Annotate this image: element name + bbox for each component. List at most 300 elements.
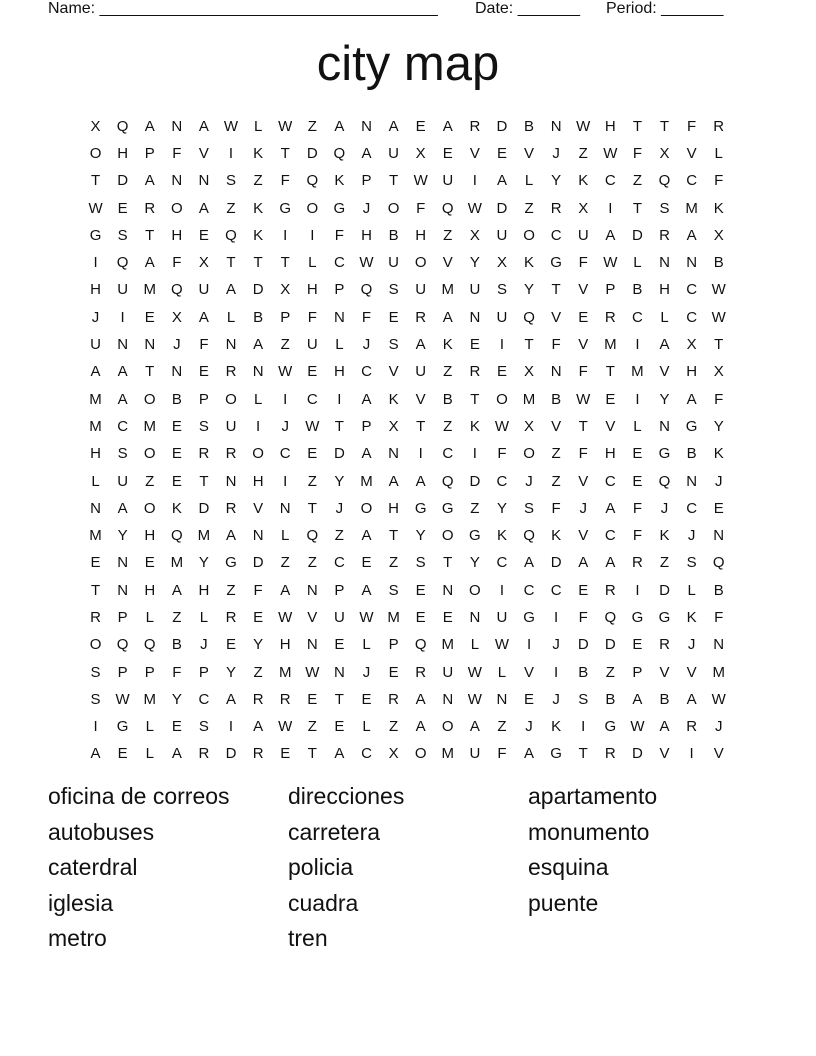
grid-letter: Q <box>116 636 129 654</box>
grid-letter: D <box>198 499 210 517</box>
grid-letter: G <box>116 718 129 736</box>
grid-letter: J <box>552 144 560 162</box>
grid-letter: N <box>713 636 725 654</box>
grid-letter: Z <box>605 663 615 681</box>
grid-letter: H <box>388 499 399 517</box>
grid-letter: I <box>635 336 640 354</box>
grid-letter: N <box>225 336 237 354</box>
grid-letter: O <box>523 226 535 244</box>
grid-letter: T <box>470 390 480 408</box>
grid-letter: A <box>524 554 535 572</box>
grid-letter: C <box>686 308 698 326</box>
grid-letter: E <box>334 718 345 736</box>
grid-letter: S <box>388 581 399 599</box>
grid-letter: K <box>551 718 562 736</box>
grid-letter: Z <box>470 499 480 517</box>
grid-letter: U <box>388 254 399 272</box>
grid-letter: W <box>494 636 510 654</box>
grid-letter: K <box>334 172 345 190</box>
grid-letter: X <box>388 417 399 435</box>
grid-letter: J <box>525 718 533 736</box>
grid-letter: O <box>360 499 373 517</box>
grid-letter: K <box>551 527 562 545</box>
grid-letter: M <box>604 336 617 354</box>
grid-letter: A <box>578 554 589 572</box>
word-bank-item: direcciones <box>288 783 405 809</box>
grid-letter: D <box>306 144 318 162</box>
grid-letter: J <box>687 527 696 545</box>
grid-letter: N <box>225 472 237 490</box>
grid-letter: J <box>687 636 696 654</box>
grid-letter: C <box>686 172 698 190</box>
grid-letter: S <box>524 499 535 517</box>
grid-letter: A <box>361 527 372 545</box>
grid-letter: A <box>361 445 372 463</box>
grid-row <box>82 714 734 741</box>
grid-letter: V <box>659 663 670 681</box>
grid-letter: B <box>713 581 724 599</box>
grid-letter: I <box>526 636 532 654</box>
grid-letter: E <box>415 581 426 599</box>
grid-letter: G <box>441 499 454 517</box>
grid-letter: G <box>658 445 671 463</box>
grid-letter: E <box>307 445 318 463</box>
grid-letter: O <box>143 445 156 463</box>
word-bank-item: monumento <box>528 818 650 845</box>
grid-letter: T <box>578 745 588 763</box>
grid-letter: A <box>415 336 426 354</box>
grid-letter: A <box>117 499 128 517</box>
grid-letter: H <box>306 281 318 299</box>
grid-letter: W <box>467 199 482 217</box>
grid-letter: E <box>469 336 480 354</box>
grid-letter: G <box>550 745 562 763</box>
grid-letter: Z <box>388 554 399 572</box>
grid-letter: W <box>278 117 293 135</box>
grid-letter: G <box>333 199 346 217</box>
grid-letter: F <box>497 745 507 763</box>
grid-letter: B <box>388 226 399 244</box>
grid-letter: D <box>252 281 264 299</box>
grid-letter: H <box>604 445 616 463</box>
grid-letter: A <box>442 117 453 135</box>
grid-letter: I <box>472 172 477 190</box>
grid-letter: U <box>469 281 481 299</box>
grid-letter: M <box>360 472 373 490</box>
grid-letter: E <box>280 745 291 763</box>
grid-letter: E <box>334 636 345 654</box>
grid-letter: E <box>524 690 535 708</box>
grid-letter: I <box>635 390 640 408</box>
grid-letter: F <box>632 144 642 162</box>
grid-letter: R <box>659 226 670 244</box>
grid-letter: S <box>117 445 128 463</box>
grid-letter: N <box>361 117 372 135</box>
grid-letter: N <box>686 254 698 272</box>
word-bank-item: autobuses <box>48 818 155 845</box>
grid-letter: A <box>280 581 291 599</box>
grid-letter: O <box>414 745 427 763</box>
grid-letter: I <box>554 663 559 681</box>
grid-letter: N <box>144 336 156 354</box>
grid-letter: U <box>415 363 427 381</box>
grid-letter: U <box>442 663 454 681</box>
grid-letter: A <box>144 254 155 272</box>
grid-letter: A <box>415 472 426 490</box>
grid-letter: P <box>605 281 616 299</box>
grid-letter: N <box>659 254 670 272</box>
grid-letter: A <box>361 144 372 162</box>
grid-letter: C <box>442 445 454 463</box>
grid-letter: N <box>686 472 698 490</box>
grid-letter: A <box>226 281 237 299</box>
grid-letter: V <box>659 363 670 381</box>
grid-letter: R <box>659 636 670 654</box>
grid-letter: F <box>714 608 724 626</box>
grid-letter: A <box>253 718 264 736</box>
grid-letter: E <box>713 499 724 517</box>
grid-letter: D <box>117 172 129 190</box>
grid-letter: B <box>713 254 724 272</box>
grid-letter: T <box>632 199 642 217</box>
grid-letter: P <box>198 663 209 681</box>
grid-letter: P <box>144 663 155 681</box>
grid-letter: F <box>199 336 209 354</box>
grid-letter: B <box>442 390 453 408</box>
grid-letter: A <box>469 718 480 736</box>
grid-letter: R <box>144 199 156 217</box>
grid-letter: X <box>415 144 426 162</box>
grid-letter: I <box>608 199 613 217</box>
grid-letter: Q <box>170 527 183 545</box>
grid-letter: M <box>278 663 292 681</box>
grid-letter: R <box>469 117 481 135</box>
grid-letter: Q <box>441 199 454 217</box>
grid-letter: G <box>604 718 617 736</box>
grid-letter: U <box>496 226 508 244</box>
grid-row <box>82 659 734 686</box>
grid-letter: I <box>689 745 694 763</box>
grid-letter: Q <box>306 527 319 545</box>
grid-letter: E <box>415 117 426 135</box>
grid-letter: N <box>496 690 508 708</box>
grid-row <box>82 413 734 440</box>
grid-letter: X <box>524 417 535 435</box>
grid-letter: Z <box>280 336 290 354</box>
grid-letter: E <box>144 308 155 326</box>
grid-letter: D <box>604 636 616 654</box>
grid-letter: Q <box>116 254 129 272</box>
grid-letter: N <box>252 363 264 381</box>
grid-letter: C <box>550 226 562 244</box>
grid-letter: A <box>117 390 128 408</box>
grid-letter: N <box>713 527 725 545</box>
grid-letter: O <box>306 199 319 217</box>
grid-letter: E <box>632 445 643 463</box>
grid-letter: F <box>172 144 182 162</box>
grid-letter: E <box>307 690 318 708</box>
grid-letter: A <box>442 308 453 326</box>
grid-letter: C <box>496 472 508 490</box>
grid-letter: K <box>713 199 724 217</box>
grid-letter: A <box>253 336 264 354</box>
grid-letter: V <box>442 254 453 272</box>
grid-letter: J <box>714 472 723 490</box>
grid-letter: U <box>333 608 345 626</box>
grid-letter: M <box>170 554 184 572</box>
grid-letter: L <box>470 636 480 654</box>
grid-letter: T <box>145 226 155 244</box>
grid-letter: B <box>253 308 264 326</box>
grid-letter: C <box>198 690 210 708</box>
grid-letter: J <box>552 690 560 708</box>
grid-letter: J <box>660 499 669 517</box>
grid-letter: K <box>469 417 480 435</box>
grid-row <box>82 741 734 768</box>
grid-letter: L <box>253 117 263 135</box>
grid-letter: B <box>659 690 670 708</box>
grid-row <box>82 441 734 468</box>
grid-letter: F <box>578 608 588 626</box>
grid-letter: E <box>388 663 399 681</box>
grid-letter: E <box>171 417 182 435</box>
grid-letter: A <box>496 172 507 190</box>
word-bank-item: puente <box>528 889 599 916</box>
grid-letter: E <box>632 636 643 654</box>
grid-letter: P <box>361 417 372 435</box>
grid-letter: M <box>387 608 400 626</box>
grid-letter: A <box>90 745 101 763</box>
grid-letter: R <box>632 554 643 572</box>
grid-letter: I <box>120 308 125 326</box>
grid-letter: F <box>714 390 724 408</box>
grid-letter: T <box>280 144 290 162</box>
grid-letter: G <box>469 527 481 545</box>
grid-letter: L <box>660 308 669 326</box>
grid-letter: R <box>713 117 725 135</box>
grid-letter: A <box>226 527 237 545</box>
grid-letter: K <box>253 226 264 244</box>
word-bank-item: caterdral <box>48 854 138 880</box>
grid-letter: E <box>171 472 182 490</box>
grid-letter: G <box>631 608 644 626</box>
grid-letter: Z <box>226 581 236 599</box>
grid-letter: M <box>143 417 156 435</box>
grid-letter: I <box>228 144 234 162</box>
grid-letter: P <box>117 663 128 681</box>
grid-letter: Q <box>333 144 346 162</box>
grid-letter: P <box>361 172 372 190</box>
grid-letter: S <box>198 718 209 736</box>
grid-letter: A <box>144 172 155 190</box>
grid-letter: A <box>605 499 616 517</box>
grid-letter: E <box>198 363 209 381</box>
grid-letter: K <box>388 390 399 408</box>
grid-letter: A <box>415 690 426 708</box>
grid-letter: F <box>578 254 588 272</box>
grid-letter: K <box>659 527 670 545</box>
grid-letter: X <box>469 226 480 244</box>
grid-letter: Z <box>443 363 453 381</box>
grid-letter: K <box>171 499 182 517</box>
word-bank-item: metro <box>48 925 107 951</box>
grid-letter: F <box>578 445 588 463</box>
grid-row <box>82 522 734 549</box>
grid-letter: R <box>604 745 616 763</box>
grid-letter: O <box>441 718 454 736</box>
grid-letter: Z <box>172 608 182 626</box>
grid-letter: D <box>577 636 589 654</box>
grid-letter: C <box>361 745 372 763</box>
grid-letter: N <box>279 499 291 517</box>
grid-letter: F <box>253 581 263 599</box>
grid-letter: W <box>305 663 320 681</box>
grid-letter: W <box>278 718 293 736</box>
grid-letter: B <box>686 445 697 463</box>
grid-letter: Z <box>524 199 534 217</box>
word-bank-item: apartamento <box>528 783 658 809</box>
grid-letter: Y <box>469 254 480 272</box>
grid-letter: U <box>117 281 129 299</box>
grid-letter: F <box>578 363 588 381</box>
grid-letter: Y <box>198 554 209 572</box>
word-bank-item: esquina <box>528 854 609 880</box>
grid-letter: R <box>225 363 237 381</box>
grid-letter: L <box>687 581 696 599</box>
grid-letter: K <box>496 527 507 545</box>
grid-letter: W <box>223 117 239 135</box>
grid-letter: J <box>200 636 208 654</box>
grid-letter: N <box>306 636 318 654</box>
grid-letter: I <box>635 581 640 599</box>
grid-letter: A <box>361 581 372 599</box>
grid-letter: U <box>388 144 399 162</box>
word-bank-item: carretera <box>288 818 381 845</box>
grid-letter: V <box>551 308 562 326</box>
grid-row <box>82 577 734 604</box>
grid-letter: I <box>283 472 288 490</box>
grid-letter: A <box>334 745 345 763</box>
grid-letter: N <box>469 608 481 626</box>
grid-letter: F <box>172 254 182 272</box>
grid-letter: N <box>333 308 345 326</box>
grid-letter: X <box>496 254 507 272</box>
grid-letter: U <box>90 336 101 354</box>
grid-letter: N <box>550 117 562 135</box>
grid-letter: V <box>551 417 562 435</box>
grid-letter: E <box>117 199 128 217</box>
grid-letter: L <box>362 718 371 736</box>
grid-letter: N <box>117 581 129 599</box>
grid-letter: N <box>90 499 101 517</box>
grid-letter: C <box>686 281 698 299</box>
grid-row <box>82 468 734 495</box>
grid-letter: X <box>659 144 670 162</box>
grid-letter: W <box>494 417 510 435</box>
grid-letter: A <box>524 745 535 763</box>
grid-letter: C <box>632 308 643 326</box>
grid-letter: J <box>362 199 371 217</box>
grid-letter: D <box>659 581 670 599</box>
grid-letter: Y <box>171 690 182 708</box>
grid-letter: F <box>334 226 344 244</box>
grid-letter: N <box>171 117 183 135</box>
grid-letter: V <box>253 499 264 517</box>
grid-letter: Q <box>116 117 129 135</box>
grid-letter: I <box>93 254 98 272</box>
grid-letter: U <box>198 281 210 299</box>
grid-letter: Q <box>523 308 535 326</box>
grid-letter: N <box>469 308 481 326</box>
grid-letter: C <box>279 445 291 463</box>
grid-letter: T <box>253 254 263 272</box>
grid-letter: I <box>499 336 505 354</box>
word-bank <box>48 780 768 958</box>
grid-letter: T <box>605 363 615 381</box>
grid-row <box>82 386 734 413</box>
grid-letter: M <box>89 390 102 408</box>
grid-letter: H <box>659 281 670 299</box>
grid-letter: V <box>524 144 535 162</box>
grid-letter: P <box>388 636 399 654</box>
grid-letter: E <box>361 690 372 708</box>
grid-letter: B <box>171 390 182 408</box>
grid-letter: U <box>442 172 454 190</box>
grid-letter: J <box>173 336 181 354</box>
grid-letter: N <box>198 172 210 190</box>
grid-letter: Z <box>388 718 399 736</box>
grid-letter: W <box>278 363 293 381</box>
grid-letter: E <box>388 308 399 326</box>
grid-letter: F <box>551 336 561 354</box>
grid-letter: I <box>554 608 559 626</box>
grid-letter: Z <box>632 172 642 190</box>
grid-letter: T <box>226 254 236 272</box>
grid-letter: W <box>603 254 618 272</box>
grid-letter: H <box>144 581 156 599</box>
grid-letter: I <box>310 226 315 244</box>
grid-letter: N <box>442 690 454 708</box>
grid-letter: N <box>171 363 183 381</box>
grid-letter: C <box>333 254 345 272</box>
grid-letter: N <box>117 336 129 354</box>
grid-letter: L <box>497 663 507 681</box>
grid-row <box>82 495 734 522</box>
grid-letter: B <box>632 281 643 299</box>
grid-letter: S <box>226 172 237 190</box>
grid-letter: X <box>686 336 697 354</box>
grid-letter: T <box>90 581 101 599</box>
grid-letter: A <box>90 363 101 381</box>
grid-letter: Q <box>712 554 725 572</box>
grid-letter: C <box>686 499 698 517</box>
grid-letter: N <box>550 363 562 381</box>
grid-letter: S <box>659 199 670 217</box>
grid-letter: L <box>362 636 371 654</box>
grid-letter: S <box>415 554 426 572</box>
grid-letter: L <box>335 336 344 354</box>
grid-letter: Z <box>334 527 344 545</box>
grid-letter: F <box>632 527 642 545</box>
grid-letter: S <box>90 663 101 681</box>
name-field-label: Name: ______________________________________ <box>48 0 438 17</box>
grid-letter: A <box>605 226 616 244</box>
grid-letter: A <box>659 336 670 354</box>
grid-letter: L <box>281 527 290 545</box>
grid-letter: O <box>143 390 156 408</box>
grid-letter: O <box>496 390 508 408</box>
grid-letter: L <box>145 718 154 736</box>
